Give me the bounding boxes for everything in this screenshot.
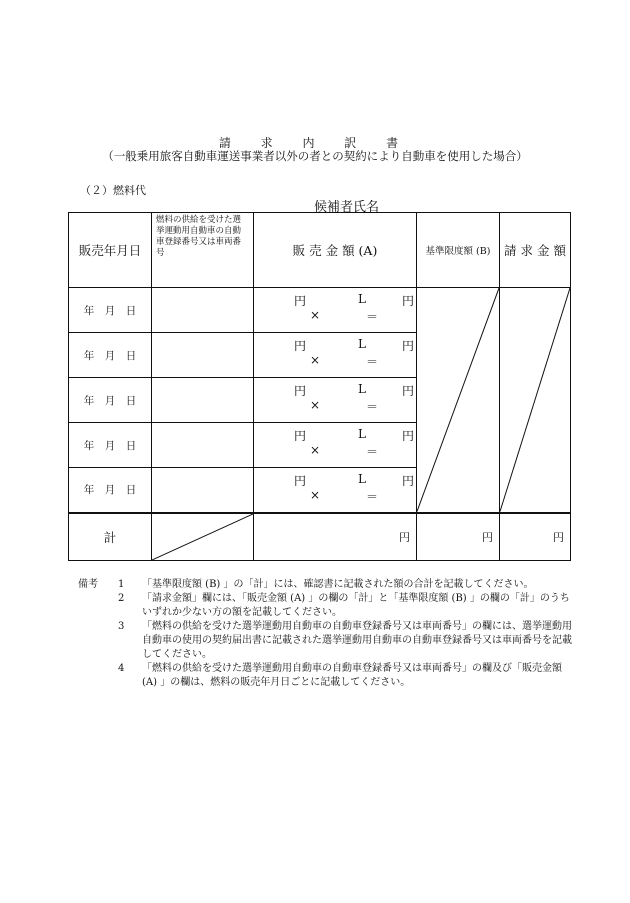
sale-amount-cell[interactable] xyxy=(254,378,417,423)
diagonal-strike xyxy=(417,288,499,512)
section-label: （２）燃料代 xyxy=(80,184,146,197)
times-sign: × xyxy=(310,443,321,457)
table-header-row xyxy=(69,213,571,288)
sale-amount-cell[interactable] xyxy=(254,288,417,333)
total-amount-cell[interactable]: 円 xyxy=(254,513,417,561)
yen-unit: 円 xyxy=(402,339,415,353)
note-item xyxy=(78,592,578,620)
notes-label: 備考 xyxy=(78,579,98,590)
sale-amount-cell[interactable] xyxy=(254,333,417,378)
times-sign: × xyxy=(310,398,321,412)
request-amount-merged-cell xyxy=(500,288,571,513)
sale-amount-cell[interactable] xyxy=(254,468,417,513)
header-vehicle-number: 燃料の供給を受けた選挙運動用自動車の自動車登録番号又は車両番号 xyxy=(152,213,254,288)
yen-unit: 円 xyxy=(294,339,307,353)
note-text: 「基準限度額 (B) 」の「計」には、確認書に記載された額の合計を記載してください。 xyxy=(142,579,534,590)
liter-unit: L xyxy=(358,427,366,441)
diagonal-strike xyxy=(152,514,253,560)
note-number: 3 xyxy=(118,621,125,632)
candidate-name-label: 候補者氏名 xyxy=(314,200,380,215)
diagonal-strike xyxy=(500,288,570,512)
equals-sign: ＝ xyxy=(366,310,379,324)
note-item xyxy=(78,662,578,690)
liter-unit: L xyxy=(358,337,366,351)
header-request-amount: 請 求 金 額 xyxy=(500,213,571,288)
note-number: 1 xyxy=(118,579,125,590)
sale-date-cell[interactable]: 年 月 日 xyxy=(69,288,152,333)
liter-unit: L xyxy=(358,472,366,486)
note-text: 「燃料の供給を受けた選挙運動用自動車の自動車登録番号又は車両番号」の欄には、選挙運動用自動車の使用の契約届出書に記載された選挙運動用自動車の自動車登録番号又は車両番号を記載してください。 xyxy=(142,621,572,660)
yen-unit: 円 xyxy=(402,474,415,488)
yen-unit: 円 xyxy=(402,384,415,398)
liter-unit: L xyxy=(358,292,366,306)
yen-unit: 円 xyxy=(294,474,307,488)
vehicle-number-cell[interactable] xyxy=(152,333,254,378)
limit-amount-merged-cell xyxy=(417,288,500,513)
note-text: 「燃料の供給を受けた選挙運動用自動車の自動車登録番号又は車両番号」の欄及び「販売金額 (A) 」の欄は、燃料の販売年月日ごとに記載してください。 xyxy=(142,663,562,688)
yen-unit: 円 xyxy=(402,429,415,443)
notes-section xyxy=(78,578,578,690)
fuel-cost-table xyxy=(68,212,571,561)
equals-sign: ＝ xyxy=(366,490,379,504)
candidate-name-field[interactable] xyxy=(300,196,555,213)
total-label: 計 xyxy=(69,513,152,561)
yen-unit: 円 xyxy=(294,429,307,443)
total-request-cell[interactable]: 円 xyxy=(500,513,571,561)
equals-sign: ＝ xyxy=(366,355,379,369)
note-item xyxy=(78,620,578,662)
document-subtitle: （一般乗用旅客自動車運送事業者以外の者との契約により自動車を使用した場合） xyxy=(102,149,528,163)
vehicle-number-cell[interactable] xyxy=(152,378,254,423)
sale-date-cell[interactable]: 年 月 日 xyxy=(69,468,152,513)
yen-unit: 円 xyxy=(294,294,307,308)
times-sign: × xyxy=(310,353,321,367)
note-text: 「請求金額」欄には、「販売金額 (A) 」の欄の「計」と「基準限度額 (B) 」の欄の「計」のうちいずれか少ない方の額を記載してください。 xyxy=(142,593,570,618)
note-item xyxy=(78,578,578,592)
equals-sign: ＝ xyxy=(366,400,379,414)
document-title: 請 求 内 訳 書 xyxy=(218,136,412,150)
equals-sign: ＝ xyxy=(366,445,379,459)
vehicle-number-cell[interactable] xyxy=(152,468,254,513)
liter-unit: L xyxy=(358,382,366,396)
times-sign: × xyxy=(310,308,321,322)
times-sign: × xyxy=(310,488,321,502)
note-number: 4 xyxy=(118,663,125,674)
header-sale-date: 販売年月日 xyxy=(69,213,152,288)
vehicle-number-cell[interactable] xyxy=(152,423,254,468)
note-number: 2 xyxy=(118,593,125,604)
total-vehicle-cell xyxy=(152,513,254,561)
header-limit-amount: 基準限度額 (B) xyxy=(417,213,500,288)
sale-date-cell[interactable]: 年 月 日 xyxy=(69,333,152,378)
total-row xyxy=(69,513,571,561)
yen-unit: 円 xyxy=(294,384,307,398)
sale-date-cell[interactable]: 年 月 日 xyxy=(69,423,152,468)
header-sale-amount: 販 売 金 額 (A) xyxy=(254,213,417,288)
yen-unit: 円 xyxy=(402,294,415,308)
sale-date-cell[interactable]: 年 月 日 xyxy=(69,378,152,423)
vehicle-number-cell[interactable] xyxy=(152,288,254,333)
sale-amount-cell[interactable] xyxy=(254,423,417,468)
total-limit-cell[interactable]: 円 xyxy=(417,513,500,561)
table-row xyxy=(69,288,571,333)
